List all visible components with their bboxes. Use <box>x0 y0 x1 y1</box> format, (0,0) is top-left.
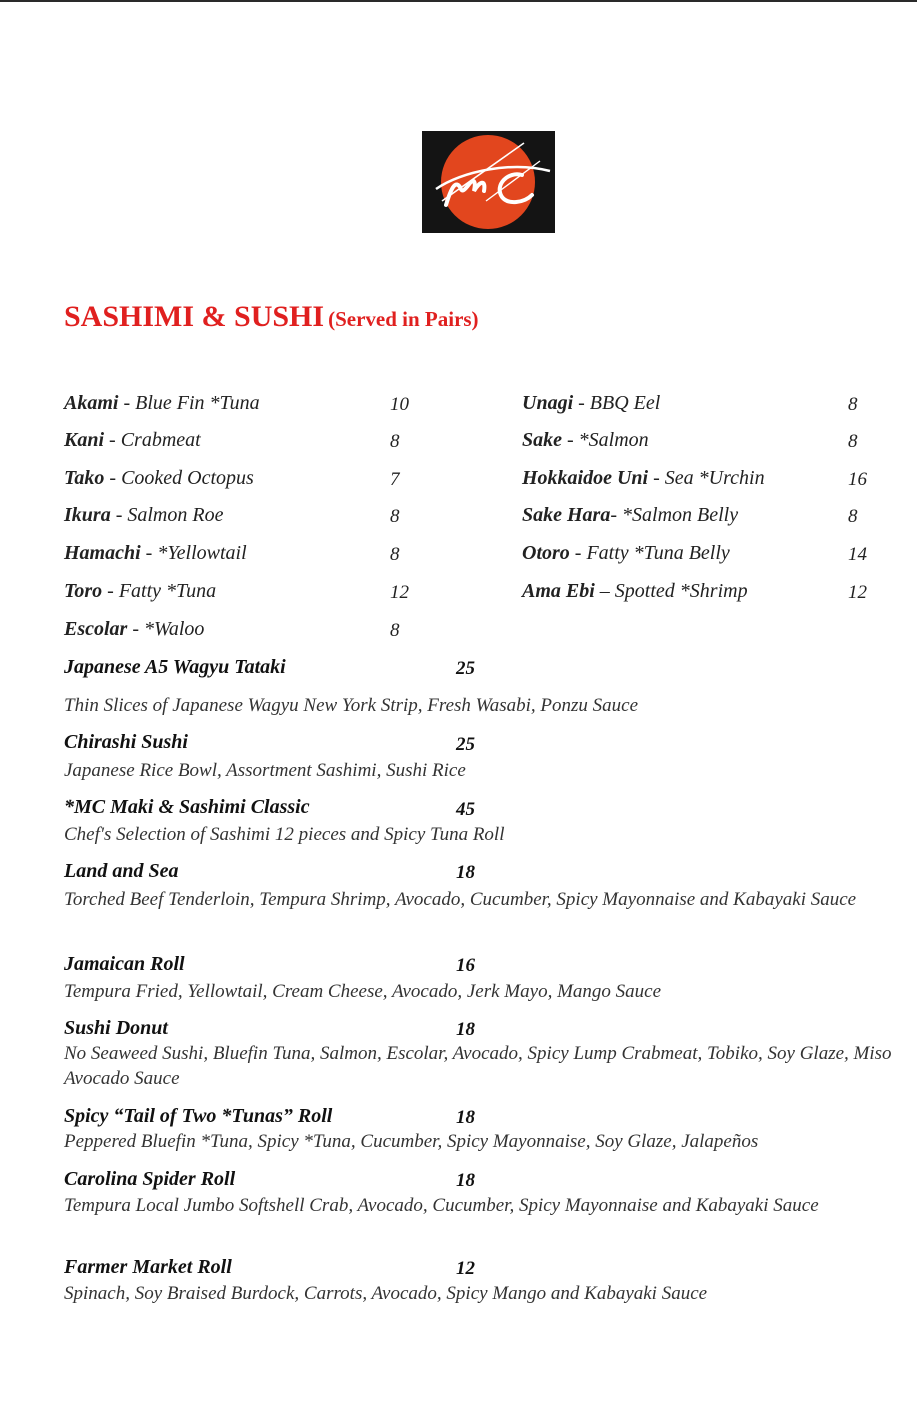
menu-item-price: 25 <box>456 658 475 679</box>
menu-item-price: 18 <box>456 1107 475 1128</box>
menu-item-name: Land and Sea <box>64 860 179 882</box>
separator: - <box>104 429 121 451</box>
menu-item-description: No Seaweed Sushi, Bluefin Tuna, Salmon, Escolar, Avocado, Spicy Lump Crabmeat, Tobiko, Soy Glaze, Miso Avocado Sauce <box>64 1043 892 1089</box>
separator: - <box>127 618 145 640</box>
separator: - <box>104 467 122 489</box>
menu-item-description: Tempura Fried, Yellowtail, Cream Cheese, Avocado, Jerk Mayo, Mango Sauce <box>64 981 662 1002</box>
pair-item-price: 8 <box>390 620 400 641</box>
section-title-text: SASHIMI & SUSHI <box>64 300 325 333</box>
pair-item-hamachi <box>64 542 247 565</box>
menu-item-price: 18 <box>456 1019 475 1040</box>
pair-item-name: Unagi <box>522 392 574 414</box>
separator: - <box>648 467 665 489</box>
pair-item-name: Tako <box>64 467 105 489</box>
pair-item-name: Kani <box>64 429 105 451</box>
separator: - <box>140 542 158 564</box>
pair-item-unagi <box>522 392 660 415</box>
menu-item-description: Japanese Rice Bowl, Assortment Sashimi, Sushi Rice <box>64 760 466 781</box>
menu-item-description: Peppered Bluefin *Tuna, Spicy *Tuna, Cucumber, Spicy Mayonnaise, Soy Glaze, Jalapeños <box>64 1131 759 1152</box>
pair-item-name: Otoro <box>522 542 570 564</box>
pair-item-desc: BBQ Eel <box>589 392 661 414</box>
menu-item-description: Tempura Local Jumbo Softshell Crab, Avocado, Cucumber, Spicy Mayonnaise and Kabayaki Sauce <box>64 1195 819 1216</box>
mc-logo <box>422 131 555 233</box>
pair-item-hokkaidoe-uni <box>522 467 765 490</box>
pair-item-sake-hara <box>522 504 738 527</box>
pair-item-price: 7 <box>390 469 400 490</box>
section-subtitle: (Served in Pairs) <box>328 307 479 331</box>
pair-item-desc: Blue Fin *Tuna <box>135 392 260 414</box>
mc-logo-mark <box>422 131 555 233</box>
pair-item-toro <box>64 580 216 603</box>
pair-item-price: 8 <box>390 544 400 565</box>
pair-item-price: 8 <box>390 431 400 452</box>
pair-item-price: 8 <box>848 431 858 452</box>
menu-item-name: Chirashi Sushi <box>64 731 188 753</box>
pair-item-desc: *Salmon <box>578 429 649 451</box>
pair-item-desc: Fatty *Tuna Belly <box>586 542 730 564</box>
pair-item-desc: Sea *Urchin <box>664 467 765 489</box>
pair-item-desc: *Salmon Belly <box>622 504 739 526</box>
separator: - <box>573 392 590 414</box>
menu-item-price: 45 <box>456 799 475 820</box>
pair-item-desc: Cooked Octopus <box>121 467 254 489</box>
menu-item-name: Jamaican Roll <box>64 953 185 975</box>
separator: - <box>110 504 128 526</box>
menu-item-price: 16 <box>456 955 475 976</box>
pair-item-escolar <box>64 618 204 641</box>
pair-item-price: 12 <box>390 582 409 603</box>
section-title <box>64 300 479 334</box>
separator: - <box>118 392 136 414</box>
pair-item-price: 14 <box>848 544 867 565</box>
separator: - <box>562 429 579 451</box>
pair-item-desc: *Yellowtail <box>157 542 247 564</box>
separator: - <box>610 504 623 526</box>
pair-item-name: Hamachi <box>64 542 141 564</box>
top-border-line <box>0 0 917 2</box>
pair-item-price: 16 <box>848 469 867 490</box>
pair-item-name: Toro <box>64 580 103 602</box>
pair-item-tako <box>64 467 254 490</box>
pair-item-sake <box>522 429 649 452</box>
pair-item-price: 8 <box>848 394 858 415</box>
menu-item-name: Spicy “Tail of Two *Tunas” Roll <box>64 1105 333 1127</box>
menu-item-name: Sushi Donut <box>64 1017 168 1039</box>
menu-item-name: Japanese A5 Wagyu Tataki <box>64 656 286 678</box>
pair-item-price: 8 <box>390 506 400 527</box>
separator: - <box>102 580 119 602</box>
pair-item-name: Sake Hara <box>522 504 611 526</box>
pair-item-otoro <box>522 542 730 565</box>
pair-item-name: Escolar <box>64 618 128 640</box>
menu-item-name: Carolina Spider Roll <box>64 1168 236 1190</box>
menu-item-description: Torched Beef Tenderloin, Tempura Shrimp, Avocado, Cucumber, Spicy Mayonnaise and Kabayaki Sauce <box>64 889 857 910</box>
separator: – <box>594 580 615 602</box>
menu-item-price: 12 <box>456 1258 475 1279</box>
pair-item-ikura <box>64 504 223 527</box>
pair-item-desc: Fatty *Tuna <box>118 580 217 602</box>
pair-item-akami <box>64 392 260 415</box>
separator: - <box>569 542 587 564</box>
pair-item-name: Hokkaidoe Uni <box>522 467 649 489</box>
menu-item-price: 25 <box>456 734 475 755</box>
pair-item-desc: Crabmeat <box>120 429 201 451</box>
menu-item-price: 18 <box>456 862 475 883</box>
pair-item-name: Ikura <box>64 504 111 526</box>
menu-item-name: *MC Maki & Sashimi Classic <box>64 796 310 818</box>
menu-item-description: Spinach, Soy Braised Burdock, Carrots, Avocado, Spicy Mango and Kabayaki Sauce <box>64 1283 708 1304</box>
pair-item-price: 10 <box>390 394 409 415</box>
pair-item-price: 12 <box>848 582 867 603</box>
pair-item-price: 8 <box>848 506 858 527</box>
pair-item-desc: Spotted *Shrimp <box>614 580 748 602</box>
pair-item-desc: Salmon Roe <box>127 504 224 526</box>
pair-item-ama-ebi <box>522 580 748 603</box>
menu-item-price: 18 <box>456 1170 475 1191</box>
pair-item-desc: *Waloo <box>144 618 205 640</box>
menu-item-name: Farmer Market Roll <box>64 1256 232 1278</box>
pair-item-name: Ama Ebi <box>522 580 595 602</box>
pair-item-name: Akami <box>64 392 119 414</box>
pair-item-kani <box>64 429 201 452</box>
menu-item-description: Thin Slices of Japanese Wagyu New York Strip, Fresh Wasabi, Ponzu Sauce <box>64 695 639 716</box>
pair-item-name: Sake <box>522 429 562 451</box>
menu-item-description: Chef's Selection of Sashimi 12 pieces and Spicy Tuna Roll <box>64 824 505 845</box>
